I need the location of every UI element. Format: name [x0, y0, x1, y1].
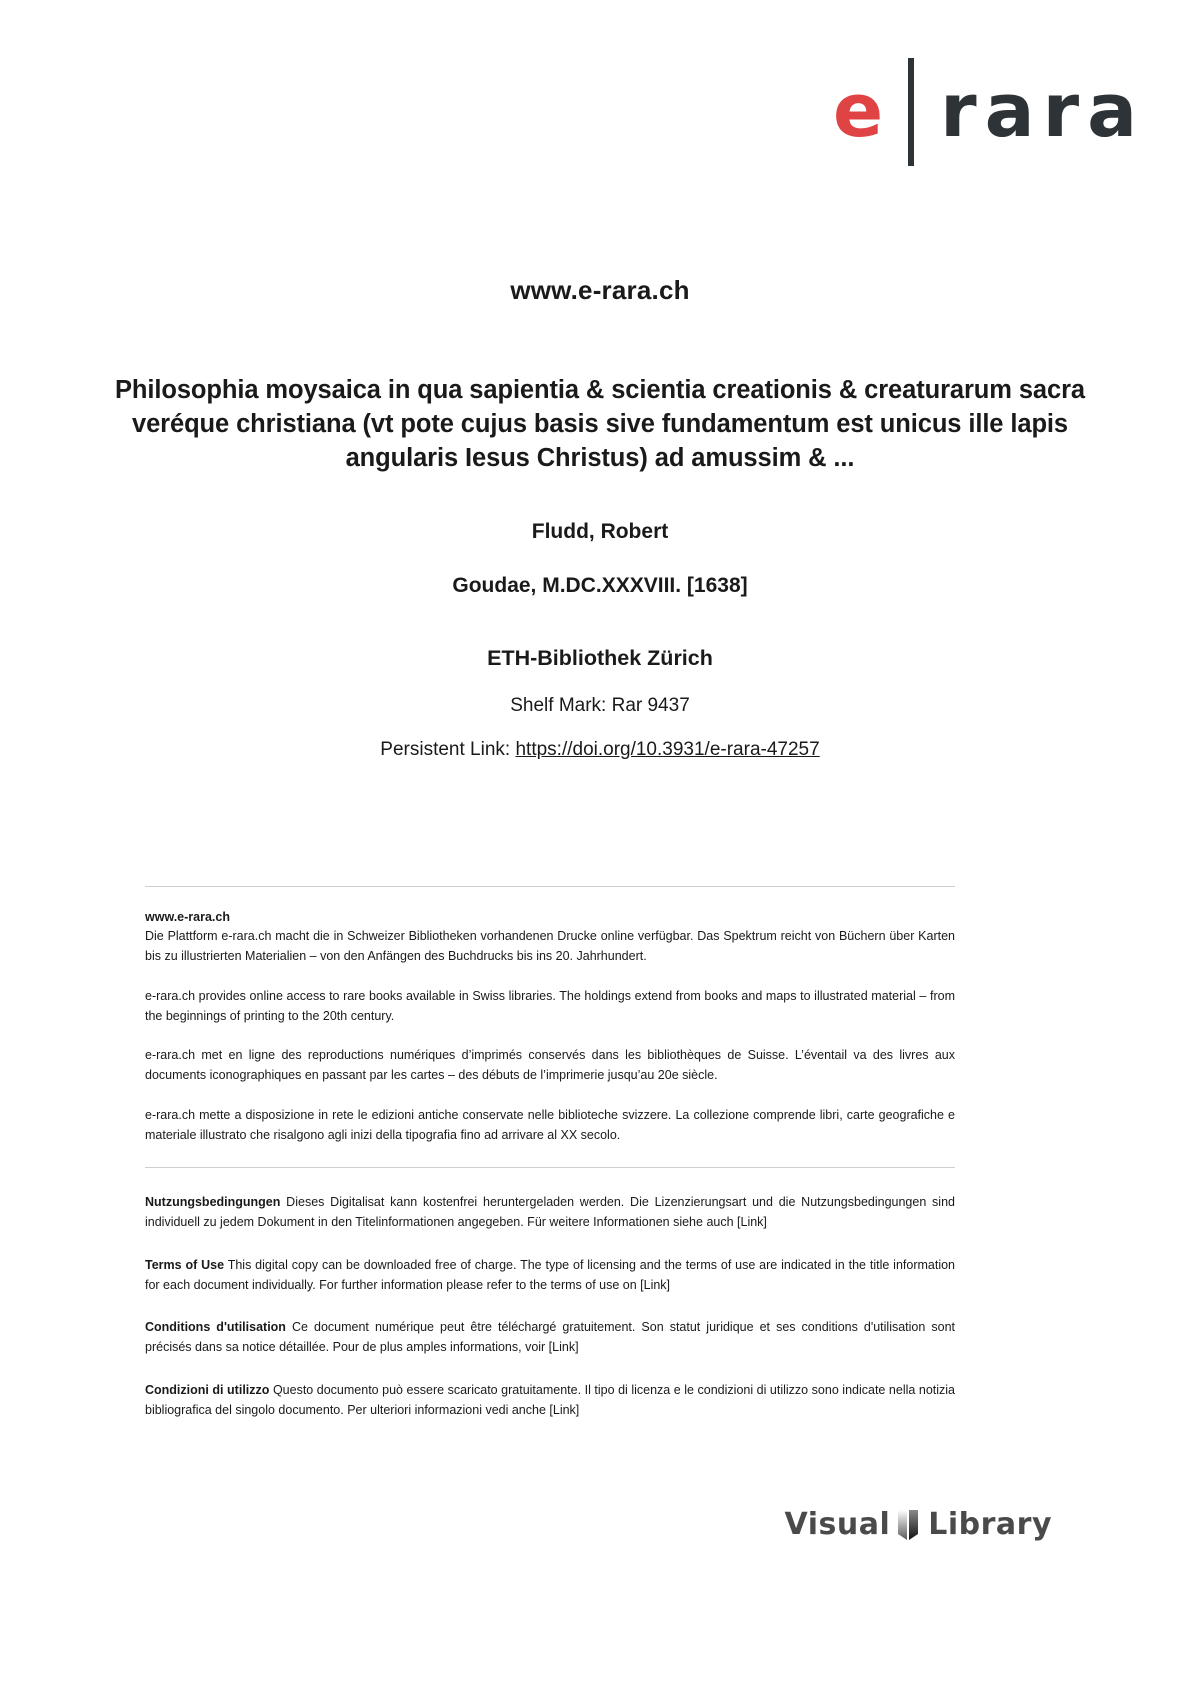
site-url: www.e-rara.ch	[510, 275, 690, 305]
terms-paragraph-en	[145, 1255, 955, 1296]
persistent-link-line	[0, 739, 1200, 761]
terms-paragraph-it	[145, 1380, 955, 1421]
open-book-icon	[896, 1508, 922, 1542]
erara-logo-e: e	[832, 68, 883, 154]
shelf-mark: Shelf Mark: Rar 9437	[510, 694, 690, 716]
terms-section	[145, 1192, 955, 1420]
about-paragraph-fr: e-rara.ch met en ligne des reproductions numériques d’imprimés conservés dans les bibliothèques de Suisse. L’éventail va des livres aux documents iconographiques en passant par les cartes – des débuts de l’imprimerie jusqu’au 20e siècle.	[145, 1048, 955, 1083]
terms-label-fr: Conditions d'utilisation	[145, 1320, 286, 1334]
erara-logo-rara: rara	[940, 68, 1145, 154]
terms-paragraph-de	[145, 1192, 955, 1233]
visual-library-word-visual: Visual	[784, 1507, 891, 1542]
terms-label-de: Nutzungsbedingungen	[145, 1195, 281, 1209]
divider-bottom	[145, 1167, 955, 1169]
holding-library: ETH-Bibliothek Zürich	[487, 645, 713, 670]
divider-top	[145, 886, 955, 888]
terms-label-en: Terms of Use	[145, 1257, 225, 1272]
about-paragraph-de: Die Plattform e-rara.ch macht die in Schweizer Bibliotheken vorhandenen Drucke online verfügbar. Das Spektrum reicht von Büchern über Karten bis zu illustrierten Materialien – von den Anfängen des Buchdrucks bis ins 20. Jahrhundert.	[145, 929, 955, 964]
visual-library-word-library: Library	[928, 1507, 1052, 1542]
footer	[145, 886, 955, 1420]
persistent-link-label: Persistent Link:	[380, 738, 516, 760]
terms-text-de: Dieses Digitalisat kann kostenfrei heruntergeladen werden. Die Lizenzierungsart und die Nutzungsbedingungen sind individuell zu jedem Dokument in den Titelinformationen angegeben. Für weitere Informationen siehe auch [Link]	[145, 1195, 955, 1230]
document-cover-sheet	[0, 0, 1200, 761]
terms-text-en: This digital copy can be downloaded free of charge. The type of licensing and the terms of use are indicated in the title information for each document individually. For further information please refer to the terms of use on [Link]	[145, 1257, 956, 1292]
page-title: Philosophia moysaica in qua sapientia & scientia creationis & creaturarum sacra veréque christiana (vt pote cujus basis sive fundamentum est unicus ille lapis angularis Iesus Christus) ad amussim & ...	[115, 376, 1085, 472]
author: Fludd, Robert	[531, 519, 669, 543]
about-heading: www.e-rara.ch	[145, 910, 230, 924]
about-paragraph-it: e-rara.ch mette a disposizione in rete le edizioni antiche conservate nelle biblioteche svizzere. La collezione comprende libri, carte geografiche e materiale illustrato che risalgono agli inizi della tipografia fino ad arrivare al XX secolo.	[145, 1107, 955, 1142]
about-paragraph-en: e-rara.ch provides online access to rare books available in Swiss libraries. The holdings extend from books and maps to illustrated material – from the beginnings of printing to the 20th century.	[145, 988, 955, 1023]
terms-text-fr: Ce document numérique peut être téléchargé gratuitement. Son statut juridique et ses conditions d'utilisation sont précisés dans sa notice détaillée. Pour de plus amples informations, voir [Link]	[145, 1320, 955, 1355]
visual-library-logo	[785, 1505, 1052, 1545]
terms-label-it: Condizioni di utilizzo	[145, 1382, 270, 1397]
terms-paragraph-fr	[145, 1317, 955, 1358]
about-section	[145, 910, 955, 1145]
persistent-link-url[interactable]: https://doi.org/10.3931/e-rara-47257	[515, 738, 820, 760]
terms-text-it: Questo documento può essere scaricato gratuitamente. Il tipo di licenza e le condizioni di utilizzo sono indicate nella notizia bibliografica del singolo documento. Per ulteriori informazioni vedi anche [Link]	[145, 1382, 955, 1417]
imprint: Goudae, M.DC.XXXVIII. [1638]	[452, 573, 748, 597]
